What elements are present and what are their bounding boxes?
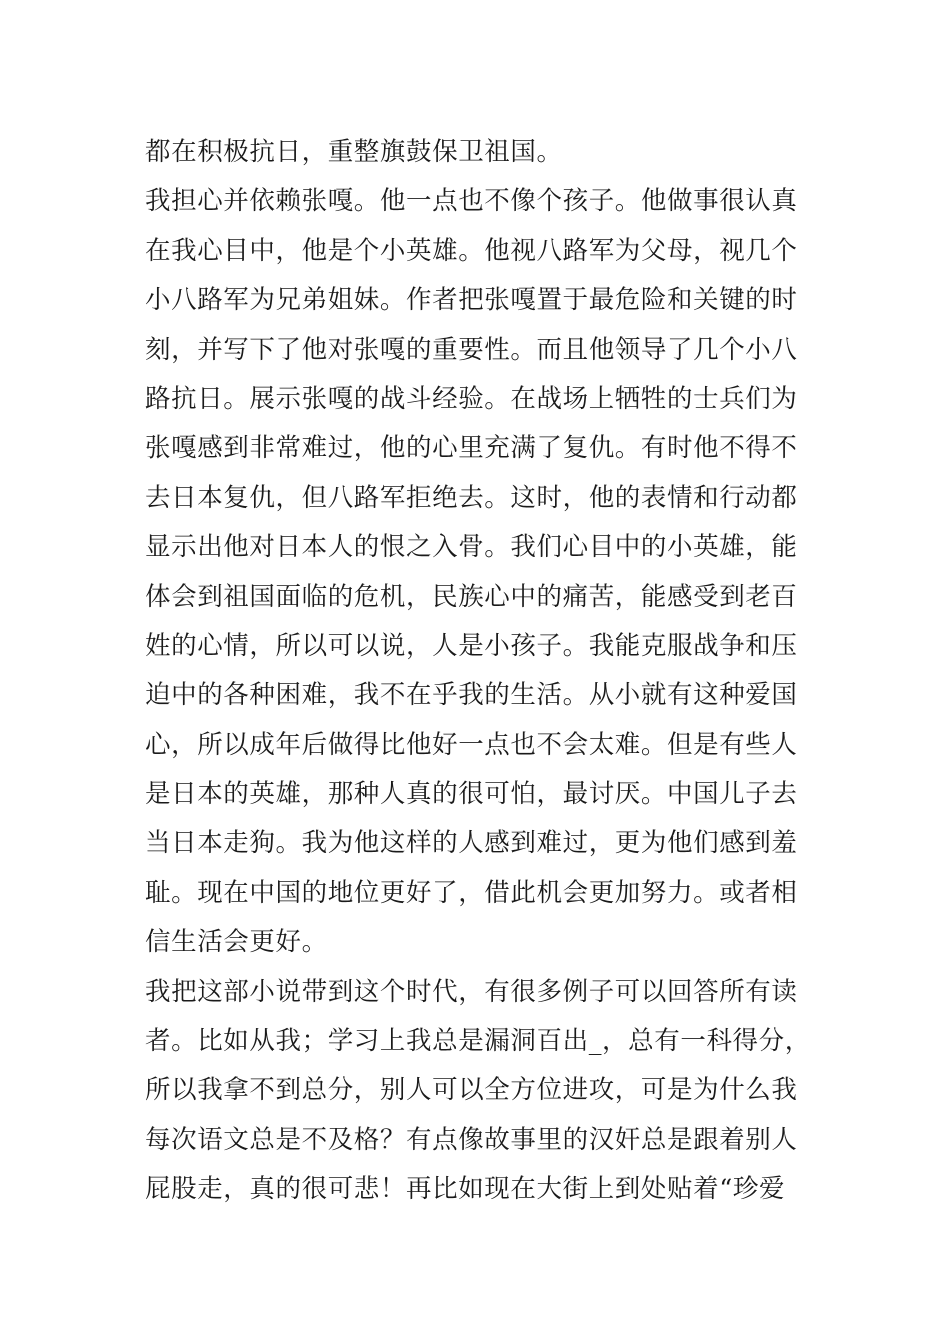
text-line: 路抗日。展示张嘎的战斗经验。在战场上牺牲的士兵们为 [145,383,798,414]
text-line: 体会到祖国面临的危机，民族心中的痛苦，能感受到老百 [145,581,798,612]
text-line: 当日本走狗。我为他这样的人感到难过，更为他们感到羞 [145,828,798,859]
text-line: 者。比如从我；学习上我总是漏洞百出_，总有一科得分， [145,1026,811,1057]
text-line: 显示出他对日本人的恨之入骨。我们心目中的小英雄，能 [145,532,798,563]
text-line: 去日本复仇，但八路军拒绝去。这时，他的表情和行动都 [145,482,798,513]
text-line: 信生活会更好。 [145,927,328,958]
text-line: 是日本的英雄，那种人真的很可怕，最讨厌。中国儿子去 [145,779,798,810]
text-line: 小八路军为兄弟姐妹。作者把张嘎置于最危险和关键的时 [145,285,798,316]
text-line: 刻，并写下了他对张嘎的重要性。而且他领导了几个小八 [145,334,798,365]
text-line: 都在积极抗日，重整旗鼓保卫祖国。 [145,137,563,167]
text-line: 每次语文总是不及格？有点像故事里的汉奸总是跟着别人 [145,1124,798,1155]
text-line: 张嘎感到非常难过，他的心里充满了复仇。有时他不得不 [145,433,798,464]
text-line: 屁股走，真的很可悲！再比如现在大街上到处贴着“珍爱 [145,1174,786,1205]
text-line: 迫中的各种困难，我不在乎我的生活。从小就有这种爱国 [145,680,798,711]
text-line: 我把这部小说带到这个时代，有很多例子可以回答所有读 [145,976,798,1007]
text-line: 心，所以成年后做得比他好一点也不会太难。但是有些人 [145,729,798,760]
text-line: 在我心目中，他是个小英雄。他视八路军为父母，视几个 [145,235,798,266]
text-line: 耻。现在中国的地位更好了，借此机会更加努力。或者相 [145,877,798,908]
text-line: 我担心并依赖张嘎。他一点也不像个孩子。他做事很认真 [145,186,798,217]
text-line: 姓的心情，所以可以说，人是小孩子。我能克服战争和压 [145,630,798,661]
document-body [145,128,810,1215]
text-line: 所以我拿不到总分，别人可以全方位进攻，可是为什么我 [145,1075,798,1106]
